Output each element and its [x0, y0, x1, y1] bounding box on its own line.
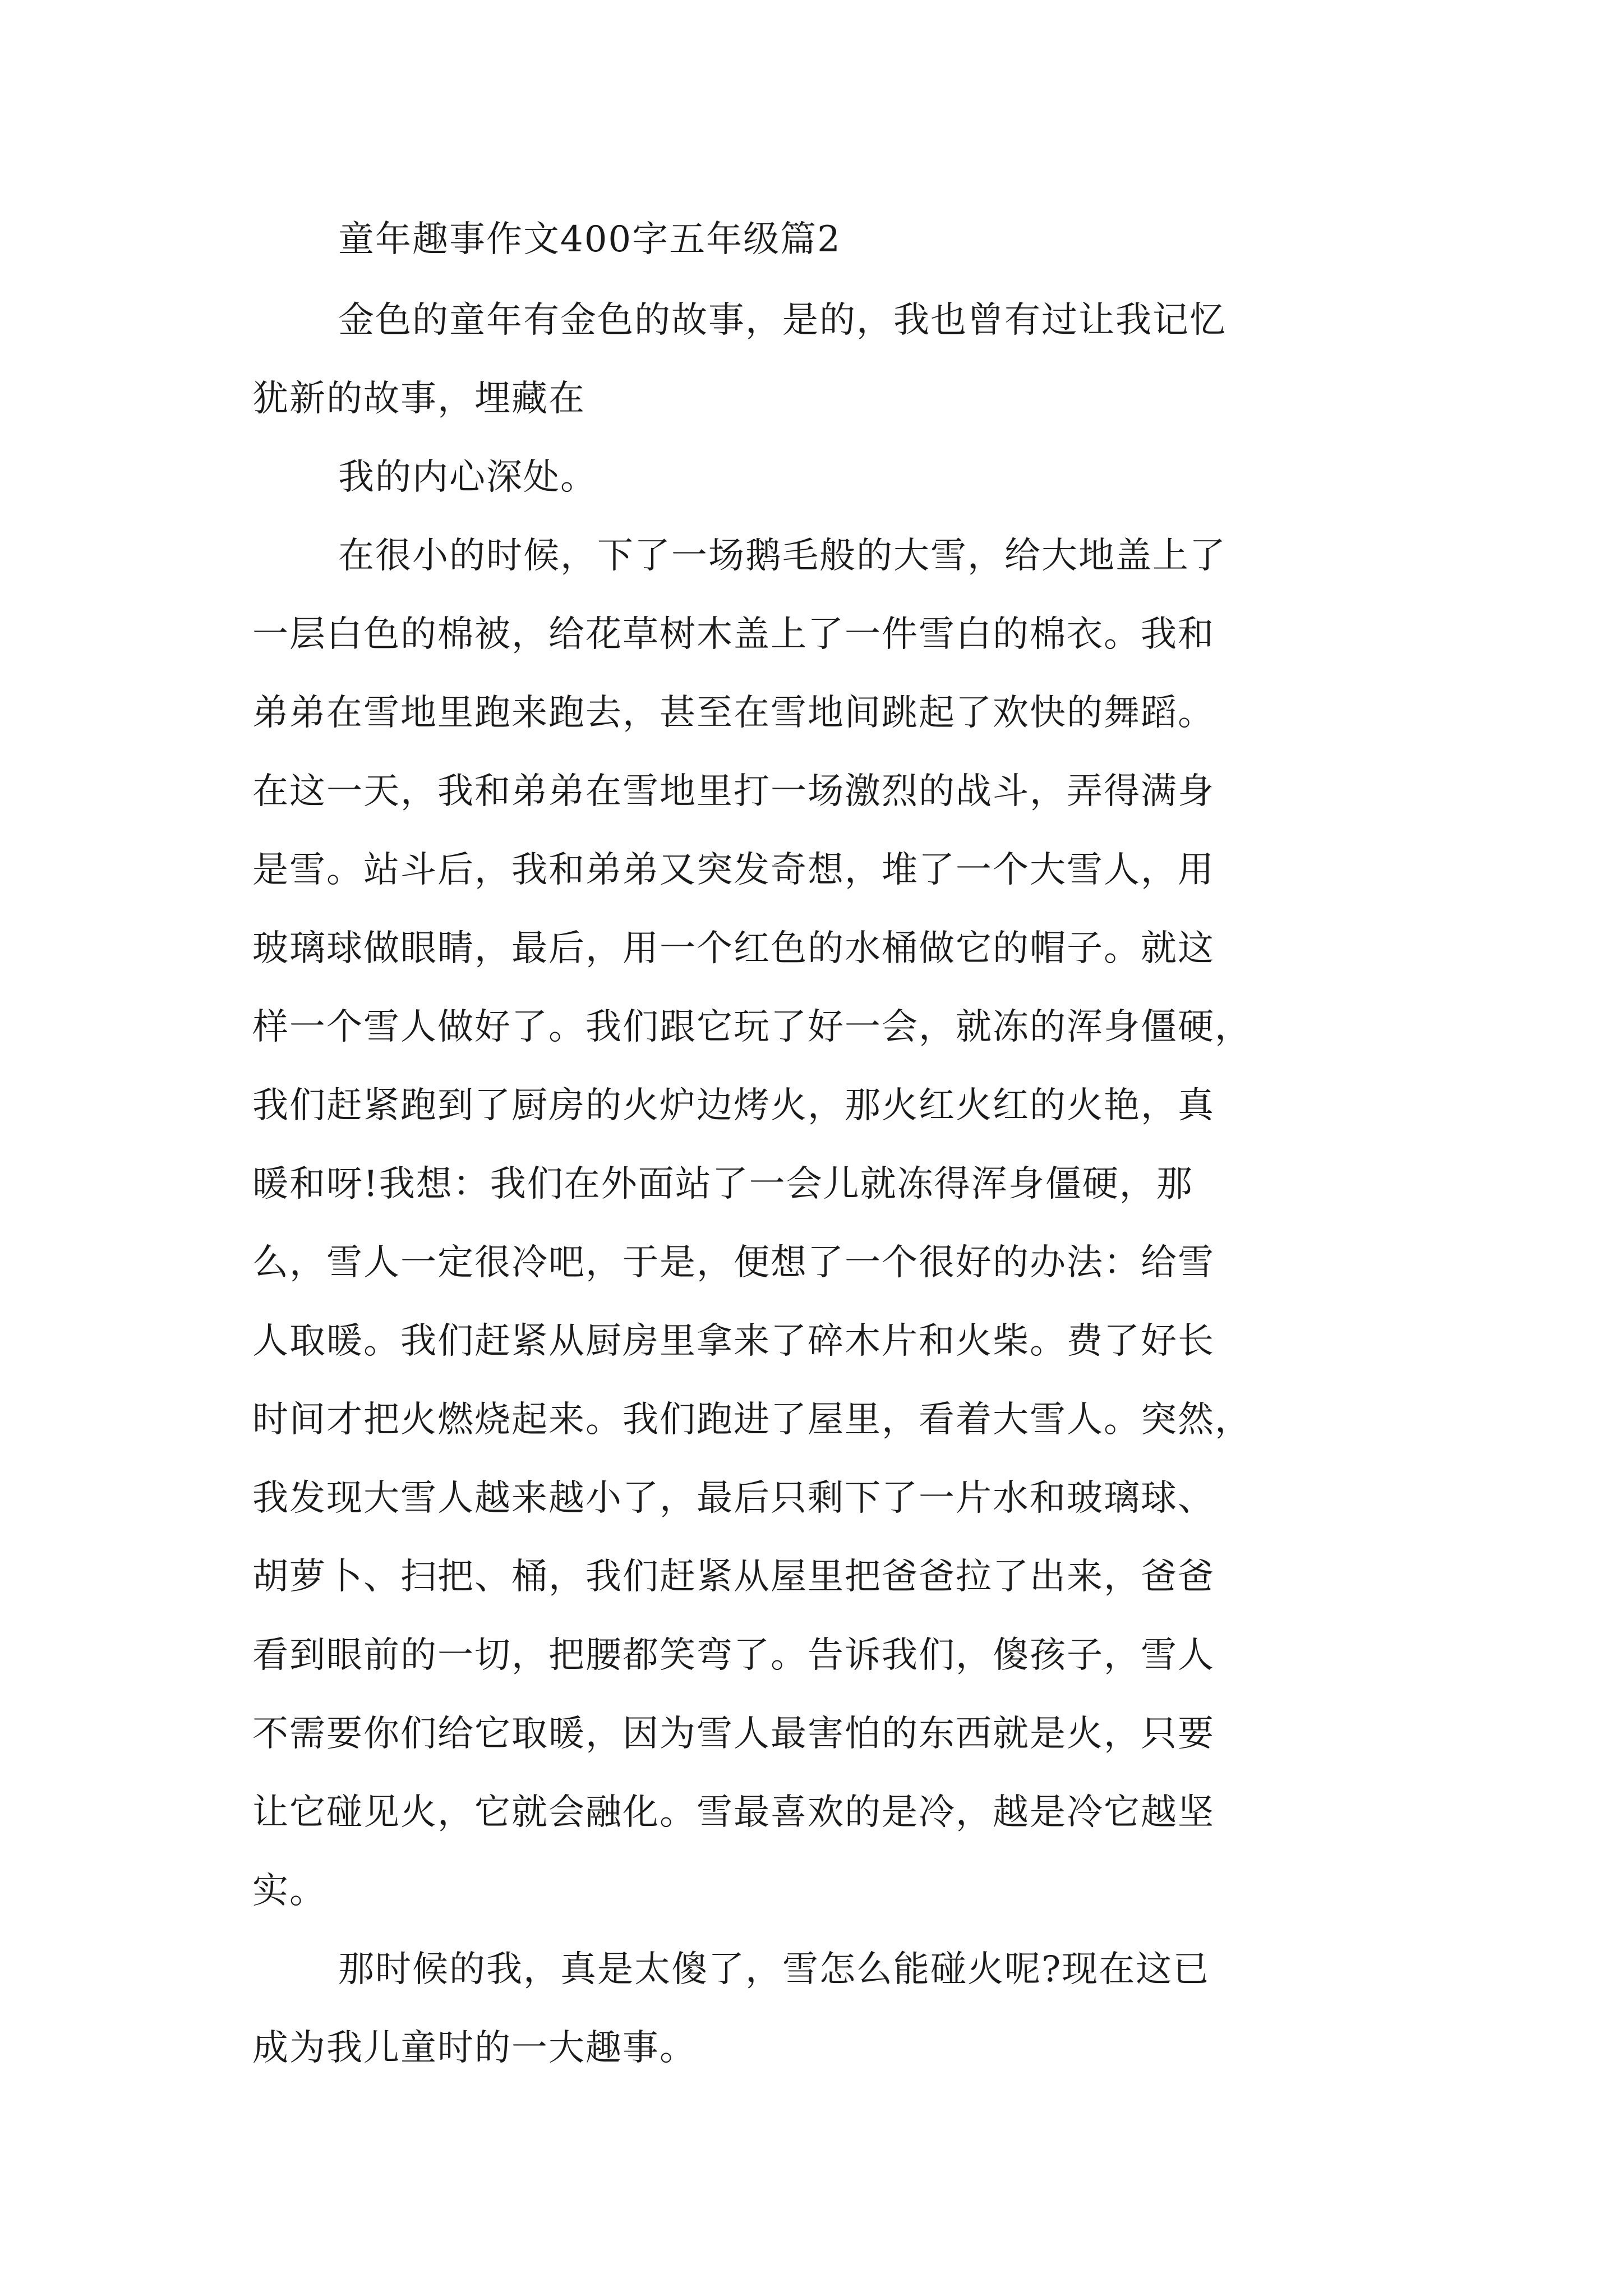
- paragraph-line: 不需要你们给它取暖，因为雪人最害怕的东西就是火，只要: [252, 1713, 1215, 1755]
- paragraph-line: 时间才把火燃烧起来。我们跑进了屋里，看着大雪人。突然，: [252, 1399, 1252, 1441]
- paragraph-line: 么，雪人一定很冷吧，于是，便想了一个很好的办法：给雪: [252, 1242, 1215, 1283]
- paragraph-line: 看到眼前的一切，把腰都笑弯了。告诉我们，傻孩子，雪人: [252, 1635, 1215, 1676]
- paragraph-line: 暖和呀!我想：我们在外面站了一会儿就冻得浑身僵硬，那: [252, 1163, 1193, 1205]
- paragraph-line: 人取暖。我们赶紧从厨房里拿来了碎木片和火柴。费了好长: [252, 1320, 1215, 1362]
- paragraph-line: 一层白色的棉被，给花草树木盖上了一件雪白的棉衣。我和: [252, 614, 1215, 655]
- paragraph-line: 弟弟在雪地里跑来跑去，甚至在雪地间跳起了欢快的舞蹈。: [252, 692, 1215, 734]
- paragraph-line: 胡萝卜、扫把、桶，我们赶紧从屋里把爸爸拉了出来，爸爸: [252, 1556, 1215, 1598]
- paragraph-line: 那时候的我，真是太傻了，雪怎么能碰火呢?现在这已: [338, 1949, 1210, 1990]
- paragraph-line: 成为我儿童时的一大趣事。: [252, 2027, 697, 2069]
- paragraph-line: 犹新的故事，埋藏在: [252, 378, 585, 420]
- paragraph-line: 我的内心深处。: [338, 457, 597, 498]
- paragraph-line: 是雪。站斗后，我和弟弟又突发奇想，堆了一个大雪人，用: [252, 849, 1215, 891]
- paragraph-line: 在这一天，我和弟弟在雪地里打一场激烈的战斗，弄得满身: [252, 771, 1215, 812]
- paragraph-line: 实。: [252, 1870, 326, 1912]
- paragraph-line: 让它碰见火，它就会融化。雪最喜欢的是冷，越是冷它越坚: [252, 1792, 1215, 1833]
- paragraph-line: 金色的童年有金色的故事，是的，我也曾有过让我记忆: [338, 300, 1227, 341]
- paragraph-line: 在很小的时候，下了一场鹅毛般的大雪，给大地盖上了: [338, 535, 1227, 577]
- paragraph-line: 样一个雪人做好了。我们跟它玩了好一会，就冻的浑身僵硬，: [252, 1006, 1252, 1048]
- paragraph-line: 我发现大雪人越来越小了，最后只剩下了一片水和玻璃球、: [252, 1478, 1215, 1519]
- document-title: 童年趣事作文400字五年级篇2: [338, 219, 841, 260]
- paragraph-line: 我们赶紧跑到了厨房的火炉边烤火，那火红火红的火艳，真: [252, 1085, 1215, 1126]
- paragraph-line: 玻璃球做眼睛，最后，用一个红色的水桶做它的帽子。就这: [252, 928, 1215, 969]
